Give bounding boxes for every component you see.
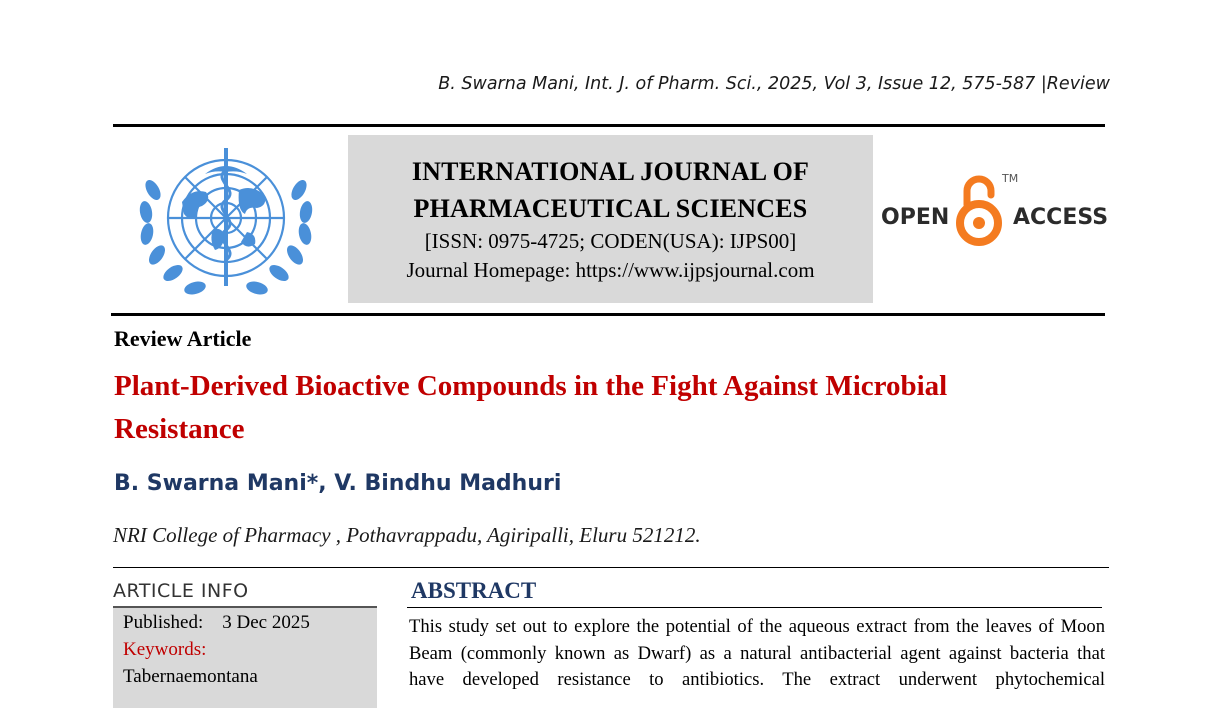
section-divider xyxy=(113,567,1109,568)
keyword-item: Tabernaemontana xyxy=(123,666,258,687)
open-access-open-text: OPEN xyxy=(881,205,950,230)
open-access-logo xyxy=(879,165,1109,255)
journal-issn: [ISSN: 0975-4725; CODEN(USA): IJPS00] xyxy=(424,229,797,253)
journal-info-box xyxy=(348,135,873,303)
abstract-line: Beam (commonly known as Dwarf) as a natural antibacterial agent against bacteria that xyxy=(409,642,1105,664)
abstract-line: This study set out to explore the potential of the aqueous extract from the leaves of Moon xyxy=(409,616,1105,637)
published-label: Published: xyxy=(123,612,204,633)
affiliation: NRI College of Pharmacy , Pothavrappadu, Agiripalli, Eluru 521212. xyxy=(113,523,701,547)
paper-title xyxy=(114,365,1094,451)
journal-emblem-icon xyxy=(127,140,325,304)
article-info-box xyxy=(113,606,377,708)
keywords-label: Keywords: xyxy=(123,639,207,660)
running-head: B. Swarna Mani, Int. J. of Pharm. Sci., 2025, Vol 3, Issue 12, 575-587 |Review xyxy=(438,74,1110,94)
abstract-heading: ABSTRACT xyxy=(411,578,537,603)
header-rule-top xyxy=(113,124,1105,127)
journal-homepage[interactable]: Journal Homepage: https://www.ijpsjournal.com xyxy=(406,258,815,282)
abstract-line: have developed resistance to antibiotics. The extract underwent phytochemical xyxy=(409,669,1105,690)
paper-title-line1: Plant-Derived Bioactive Compounds in the Fight Against Microbial xyxy=(114,370,948,402)
abstract-rule xyxy=(407,607,1102,608)
author-list: B. Swarna Mani*, V. Bindhu Madhuri xyxy=(114,471,562,496)
journal-title-line2: PHARMACEUTICAL SCIENCES xyxy=(413,194,808,223)
article-type-label: Review Article xyxy=(114,326,252,351)
open-access-access-text: ACCESS xyxy=(1013,205,1109,230)
article-info-heading: ARTICLE INFO xyxy=(113,580,249,602)
journal-title-line1: INTERNATIONAL JOURNAL OF xyxy=(411,157,810,186)
abstract-text xyxy=(409,614,1105,694)
header-rule-bottom xyxy=(111,313,1105,316)
published-row xyxy=(123,612,310,634)
open-lock-keyhole-icon xyxy=(973,217,985,229)
trademark-mark: TM xyxy=(1002,172,1019,185)
paper-title-line2: Resistance xyxy=(114,413,245,445)
published-date: 3 Dec 2025 xyxy=(222,612,310,633)
